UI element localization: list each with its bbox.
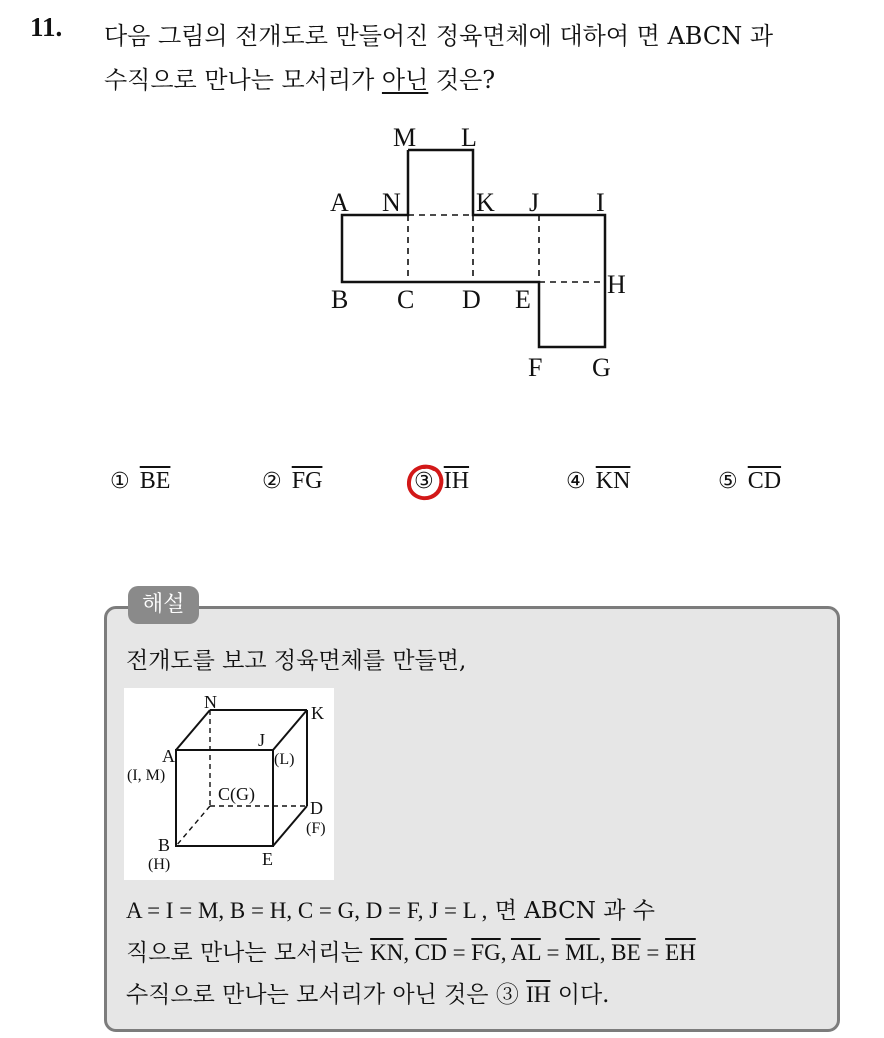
label-C: C bbox=[397, 285, 415, 314]
explanation-intro: 전개도를 보고 정육면체를 만들면, bbox=[126, 648, 467, 674]
choice-3[interactable]: ③ $\overline{IH}$ bbox=[414, 468, 470, 494]
question-number: 11. bbox=[30, 12, 63, 42]
label-A: A bbox=[330, 188, 349, 217]
choice-2[interactable]: ② $\overline{FG}$ bbox=[262, 468, 323, 494]
question-line-2: 수직으로 만나는 모서리가 아닌 것은? bbox=[104, 66, 496, 94]
label-E: E bbox=[515, 285, 531, 314]
net-fold-lines bbox=[408, 215, 605, 282]
cube-label-CG: C(G) bbox=[218, 784, 255, 804]
cube-label-B: B bbox=[158, 835, 171, 855]
label-L: L bbox=[461, 123, 477, 152]
label-H: H bbox=[607, 270, 626, 299]
label-K: K bbox=[476, 188, 495, 217]
label-D: D bbox=[462, 285, 481, 314]
label-B: B bbox=[331, 285, 349, 314]
question-text bbox=[104, 14, 874, 102]
label-I: I bbox=[596, 188, 605, 217]
cube-label-H: (H) bbox=[148, 856, 171, 873]
choice-1[interactable]: ① $\overline{BE}$ bbox=[110, 468, 171, 494]
choice-4[interactable]: ④ $\overline{KN}$ bbox=[566, 468, 631, 494]
choice-5[interactable]: ⑤ $\overline{CD}$ bbox=[718, 468, 782, 494]
label-N: N bbox=[382, 188, 401, 217]
label-F: F bbox=[528, 353, 543, 382]
cube-label-L: (L) bbox=[274, 751, 295, 768]
explanation-line-2: A = I = M, B = H, C = G, D = F, J = L , 면 ABCN 과 수 bbox=[126, 898, 655, 924]
cube-solid-edges bbox=[176, 710, 307, 846]
explanation-body bbox=[126, 890, 836, 1016]
cube-label-F: (F) bbox=[306, 820, 326, 837]
cube-label-K: K bbox=[311, 703, 324, 723]
cube-label-D: D bbox=[310, 798, 323, 818]
explanation-line-4: 수직으로 만나는 모서리가 아닌 것은 ③ $\overline{IH}$ 이다. bbox=[126, 982, 610, 1008]
label-G: G bbox=[592, 353, 611, 382]
label-M: M bbox=[393, 123, 417, 152]
cube-label-IM: (I, M) bbox=[127, 767, 166, 784]
cube-label-N: N bbox=[204, 692, 217, 712]
answer-circle-mark bbox=[404, 461, 446, 503]
cube-net-figure bbox=[320, 120, 640, 390]
cube-label-E: E bbox=[262, 849, 273, 869]
question-line-1: 다음 그림의 전개도로 만들어진 정육면체에 대하여 면 ABCN 과 bbox=[104, 22, 774, 50]
cube-diagram bbox=[124, 688, 334, 880]
explanation-line-3: 직으로 만나는 모서리는 $\overline{KN}$, $\overline{CD} = \overline{FG}$, $\overline{AL} = \overline{ML}$, $\overline{BE} = \overline{EH}$ bbox=[126, 940, 696, 966]
label-J: J bbox=[529, 188, 540, 217]
explanation-tag: 해설 bbox=[128, 586, 199, 624]
underlined-word: 아닌 bbox=[381, 66, 429, 94]
cube-hidden-edges bbox=[176, 710, 307, 846]
cube-label-J: J bbox=[258, 730, 266, 750]
cube-label-A: A bbox=[162, 746, 175, 766]
